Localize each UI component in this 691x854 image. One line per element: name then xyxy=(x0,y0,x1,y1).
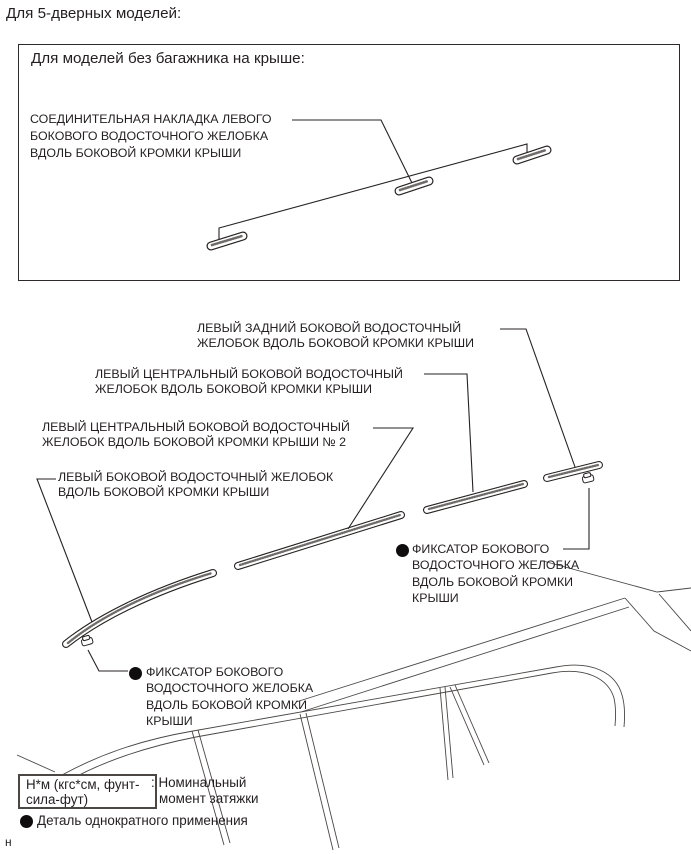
retainer-right-label-line: ВДОЛЬ БОКОВОЙ КРОМКИ xyxy=(412,574,574,589)
joint-cover-label xyxy=(30,111,272,162)
front-molding-leader-line xyxy=(37,479,92,622)
roof-edge-bottom-line xyxy=(301,607,629,712)
rear-molding-label xyxy=(197,321,474,351)
single-use-bullet-icon xyxy=(129,667,142,680)
retainer-right-label xyxy=(412,541,579,607)
retainer-left-label-line: КРЫШИ xyxy=(146,714,193,729)
rear-molding-label-line: ЖЕЛОБОК ВДОЛЬ БОКОВОЙ КРОМКИ КРЫШИ xyxy=(197,336,474,351)
joint-cover-label-line: СОЕДИНИТЕЛЬНАЯ НАКЛАДКА ЛЕВОГО xyxy=(30,112,272,126)
center-molding-leader-line xyxy=(424,374,473,492)
center-molding-no2-label xyxy=(42,420,350,450)
c-pillar-line-3 xyxy=(450,687,484,765)
rear-spoiler-side-line xyxy=(659,594,691,631)
retainer-clip-rear xyxy=(581,472,594,483)
page-title: Для 5-дверных моделей: xyxy=(6,5,182,22)
front-molding-label-line: ВДОЛЬ БОКОВОЙ КРОМКИ КРЫШИ xyxy=(58,485,270,500)
roof-edge-top-line xyxy=(296,598,625,702)
retainer-left-leader-line xyxy=(88,650,128,671)
rear-door-seam-2 xyxy=(306,713,339,848)
retainer-right-label-line: ВОДОСТОЧНОГО ЖЕЛОБКА xyxy=(412,558,580,573)
torque-description-line: момент затяжки xyxy=(159,791,259,806)
joint-cover-label-line: БОКОВОГО ВОДОСТОЧНОГО ЖЕЛОБКА xyxy=(30,129,269,143)
center-molding-label-line: ЛЕВЫЙ ЦЕНТРАЛЬНЫЙ БОКОВОЙ ВОДОСТОЧНЫЙ xyxy=(95,367,403,381)
retainer-left-label-line: ВДОЛЬ БОКОВОЙ КРОМКИ xyxy=(146,697,308,712)
footer-char: н xyxy=(5,835,12,849)
retainer-left-label-line: ВОДОСТОЧНОГО ЖЕЛОБКА xyxy=(146,681,314,696)
retainer-left-label-line: ФИКСАТОР БОКОВОГО xyxy=(146,665,284,679)
c-pillar-line-1 xyxy=(440,688,448,780)
inset-joint-cover-parts xyxy=(211,150,547,246)
single-use-bullet-icon xyxy=(396,544,409,557)
front-molding-label-line: ЛЕВЫЙ БОКОВОЙ ВОДОСТОЧНЫЙ ЖЕЛОБОК xyxy=(58,470,334,484)
torque-symbol-box xyxy=(18,774,157,809)
inset-label-leader-line xyxy=(292,120,412,183)
single-use-bullet-icon xyxy=(20,815,33,828)
roof-end-face-line xyxy=(625,598,691,651)
front-molding-label xyxy=(58,470,333,500)
torque-description-line: : Номинальный xyxy=(151,775,247,790)
rear-molding-leader-line xyxy=(500,329,575,467)
retainer-right-label-line: КРЫШИ xyxy=(412,591,459,606)
center-molding-no2-label-line: ЖЕЛОБОК ВДОЛЬ БОКОВОЙ КРОМКИ КРЫШИ № 2 xyxy=(42,435,347,450)
torque-description xyxy=(151,775,259,807)
molding-strip-front xyxy=(66,573,213,644)
torque-symbol-line: сила-фут) xyxy=(26,792,89,807)
joint-cover-label-line: ВДОЛЬ БОКОВОЙ КРОМКИ КРЫШИ xyxy=(30,146,242,160)
retainer-right-leader-line xyxy=(563,488,589,549)
retainer-left-label xyxy=(146,664,313,730)
rear-molding-label-line: ЛЕВЫЙ ЗАДНИЙ БОКОВОЙ ВОДОСТОЧНЫЙ xyxy=(197,321,462,335)
c-pillar-line-4 xyxy=(455,685,489,763)
center-molding-label xyxy=(95,367,403,397)
hood-edge-line xyxy=(17,755,55,772)
torque-symbol-line: Н*м (кгс*см, фунт- xyxy=(26,777,140,792)
rear-door-seam-1 xyxy=(300,714,333,850)
single-use-legend-text: Деталь однократного применения xyxy=(37,813,248,828)
a-pillar-outer-line xyxy=(62,731,193,775)
inset-title: Для моделей без багажника на крыше: xyxy=(31,50,305,67)
retainer-right-label-line: ФИКСАТОР БОКОВОГО xyxy=(412,542,550,556)
center-molding-no2-label-line: ЛЕВЫЙ ЦЕНТРАЛЬНЫЙ БОКОВОЙ ВОДОСТОЧНЫЙ xyxy=(42,420,350,434)
rear-window-inner-curve xyxy=(552,671,616,726)
center-molding-label-line: ЖЕЛОБОК ВДОЛЬ БОКОВОЙ КРОМКИ КРЫШИ xyxy=(95,382,372,397)
